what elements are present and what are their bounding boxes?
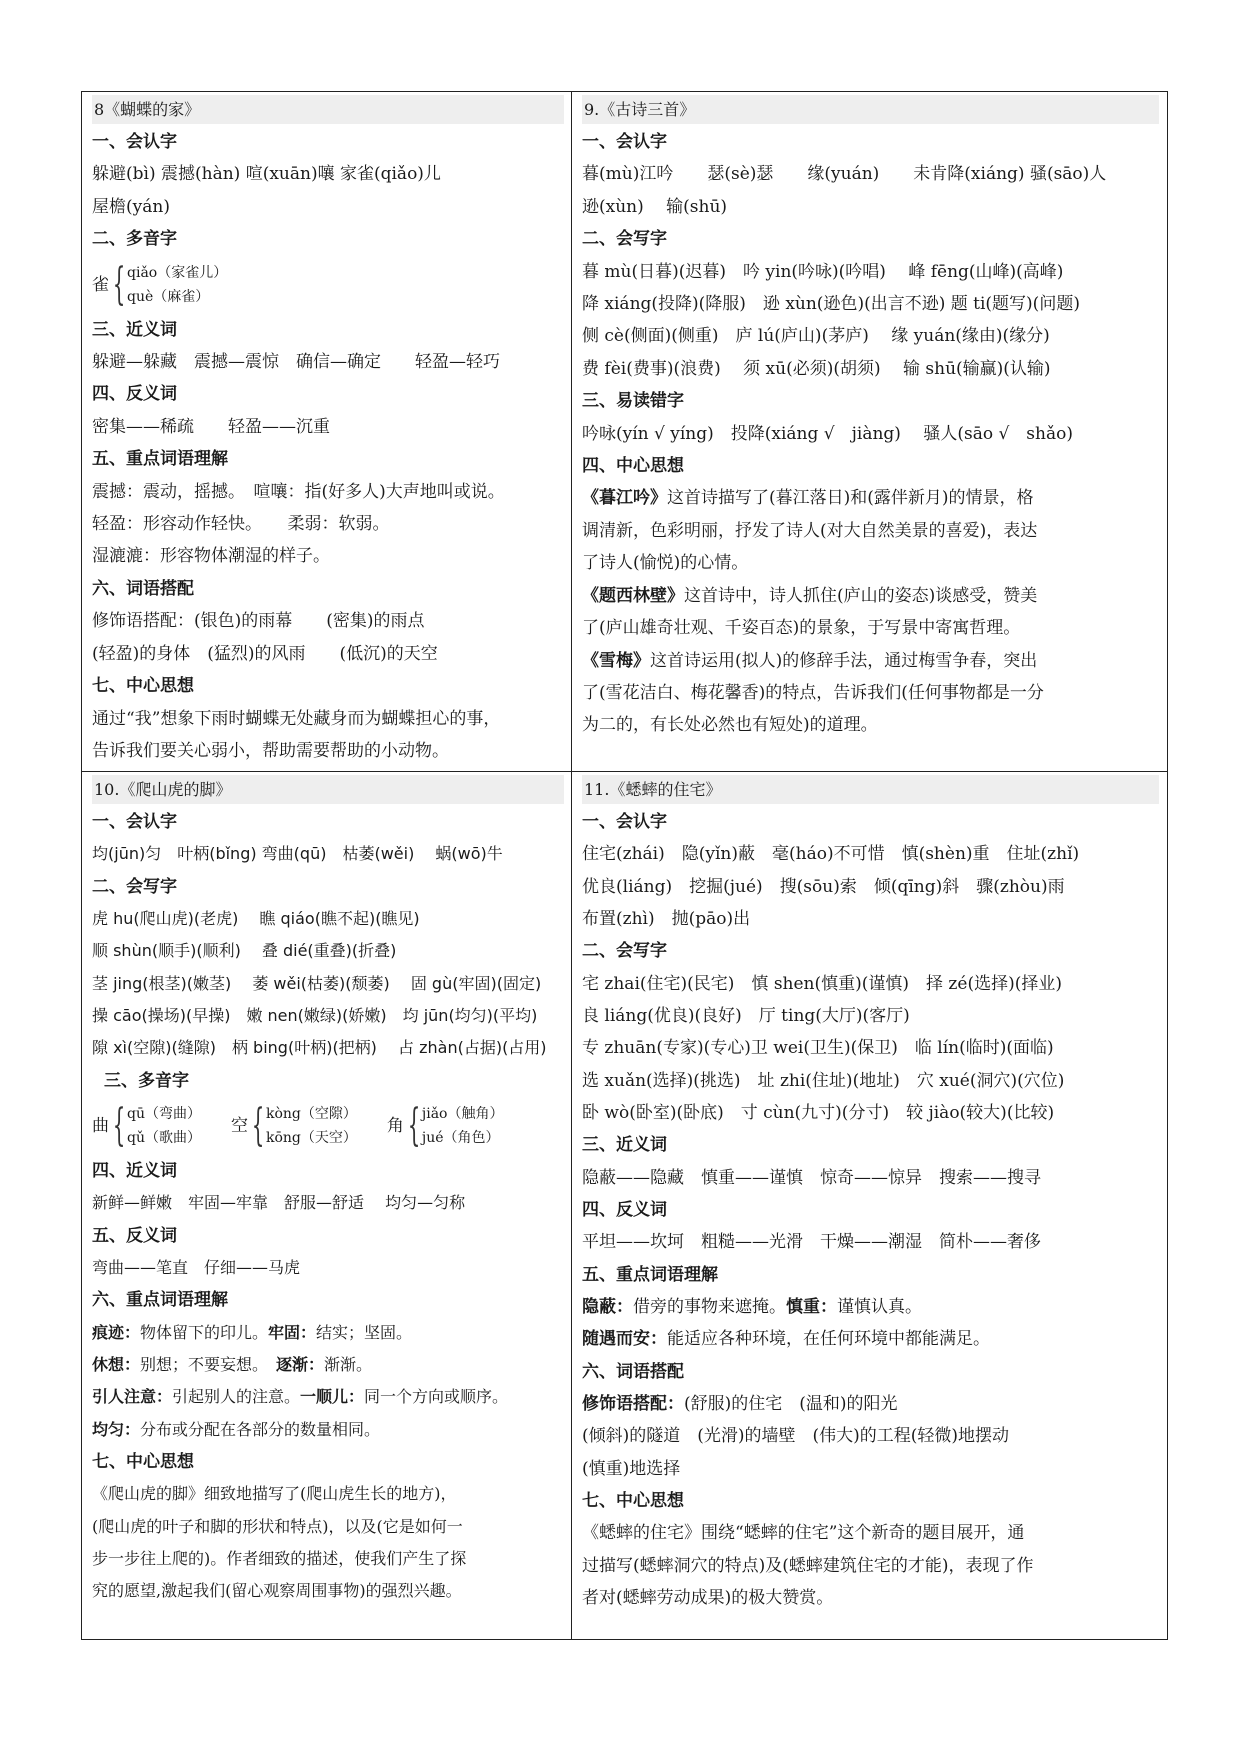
text-line: 调清新，色彩明丽，抒发了诗人(对大自然美景的喜爱)，表达 — [582, 520, 1038, 541]
section-heading: 二、会写字 — [92, 876, 177, 897]
polyphone-readings — [266, 1102, 357, 1150]
polyphone-item — [92, 258, 228, 310]
section-heading: 三、多音字 — [104, 1070, 189, 1091]
text-line: 者对(蟋蟀劳动成果)的极大赞赏。 — [582, 1587, 834, 1608]
text-line: 选 xuǎn(选择)(挑选) 址 zhi(住址)(地址) 穴 xué(洞穴)(穴位) — [582, 1070, 1065, 1091]
brace-symbol: { — [112, 1100, 126, 1151]
reading: qǔ（歌曲） — [127, 1130, 201, 1146]
text-line: 顺 shùn(顺手)(顺利) 叠 dié(重叠)(折叠) — [92, 941, 397, 961]
text-line: 《爬山虎的脚》细致地描写了(爬山虎生长的地方)， — [92, 1484, 457, 1504]
text: 这首诗中，诗人抓住(庐山的姿态)谈感受，赞美 — [684, 585, 1038, 606]
definition: 借旁的事物来遮掩。 — [633, 1297, 786, 1317]
text-line — [92, 1317, 565, 1349]
text-line: (慎重)地选择 — [582, 1458, 681, 1479]
lesson-11-cell — [572, 772, 1169, 1641]
polyphone-char: 空 — [230, 1116, 248, 1136]
section-heading: 七、中心思想 — [92, 1452, 194, 1472]
text-line — [582, 1323, 1163, 1355]
text-line: 操 cāo(操场)(早操) 嫩 nen(嫩绿)(娇嫩) 均 jūn(均匀)(平均) — [92, 1006, 538, 1025]
term: 逐渐： — [276, 1355, 325, 1375]
lesson-title: 10.《爬山虎的脚》 — [92, 775, 564, 804]
text-line — [92, 1381, 565, 1413]
definition: 引起别人的注意。 — [172, 1387, 301, 1407]
section-heading: 三、近义词 — [92, 319, 177, 340]
text: (舒服)的住宅 (温和)的阳光 — [684, 1394, 898, 1414]
text-line: 暮 mù(日暮)(迟暮) 吟 yin(吟咏)(吟唱) 峰 fēng(山峰)(高峰) — [582, 261, 1064, 282]
text-line: 优良(liáng) 挖掘(jué) 搜(sōu)索 倾(qīng)斜 骤(zhòu)雨 — [582, 876, 1065, 897]
lesson-8-cell — [82, 92, 571, 771]
text-line: 侧 cè(侧面)(侧重) 庐 lú(庐山)(茅庐) 缘 yuán(缘由)(缘分) — [582, 326, 1050, 347]
reading: qū（弯曲） — [127, 1106, 201, 1122]
text-line: 了(雪花洁白、梅花馨香)的特点，告诉我们(任何事物都是一分 — [582, 682, 1044, 703]
section-heading: 七、中心思想 — [92, 676, 194, 697]
term: 慎重： — [786, 1297, 837, 1317]
section-heading: 一、会认字 — [582, 132, 667, 152]
section-heading: 六、词语搭配 — [92, 578, 194, 599]
term: 痕迹： — [92, 1322, 141, 1342]
text-line: 宅 zhai(住宅)(民宅) 慎 shen(慎重)(谨慎) 择 zé(选择)(择业) — [582, 973, 1062, 994]
text-line: 隙 xì(空隙)(缝隙) 柄 bing(叶柄)(把柄) 占 zhàn(占据)(占用) — [92, 1038, 547, 1058]
text-line: 布置(zhì) 抛(pāo)出 — [582, 909, 751, 929]
text-line: 躲避—躲藏 震撼—震惊 确信—确定 轻盈—轻巧 — [92, 352, 500, 373]
polyphone-item — [387, 1102, 504, 1150]
text-line: 吟咏(yín √ yíng) 投降(xiáng √ jiàng) 骚人(sāo √ shǎo) — [582, 423, 1073, 444]
definition: 结实；坚固。 — [316, 1322, 413, 1342]
text-line: (轻盈)的身体 (猛烈)的风雨 (低沉)的天空 — [92, 643, 438, 664]
section-heading: 五、重点词语理解 — [92, 449, 228, 470]
text-line: 了诗人(愉悦)的心情。 — [582, 553, 749, 574]
polyphone-item — [231, 1102, 357, 1150]
poem-title: 《暮江吟》 — [582, 488, 667, 509]
polyphone-readings — [422, 1102, 504, 1150]
reading: què（麻雀） — [127, 288, 210, 305]
section-heading: 三、近义词 — [582, 1135, 667, 1156]
lesson-title: 8《蝴蝶的家》 — [92, 95, 564, 124]
text-line: 告诉我们要关心弱小，帮助需要帮助的小动物。 — [92, 740, 449, 761]
polyphone-char: 角 — [386, 1116, 404, 1136]
text-line: 隐蔽——隐藏 慎重——谨慎 惊奇——惊异 搜索——搜寻 — [582, 1167, 1041, 1188]
text-line: 茎 jing(根茎)(嫩茎) 萎 wěi(枯萎)(颓萎) 固 gù(牢固)(固定) — [92, 973, 542, 993]
section-heading: 五、重点词语理解 — [582, 1264, 718, 1285]
section-heading: 四、近义词 — [92, 1161, 177, 1181]
text-line: 平坦——坎坷 粗糙——光滑 干燥——潮湿 简朴——奢侈 — [582, 1232, 1041, 1253]
term: 修饰语搭配： — [582, 1394, 684, 1414]
text-line: 躲避(bì) 震撼(hàn) 喧(xuān)嚷 家雀(qiǎo)儿 — [92, 164, 441, 185]
term: 随遇而安： — [582, 1329, 667, 1350]
text-line: 过描写(蟋蟀洞穴的特点)及(蟋蟀建筑住宅的才能)，表现了作 — [582, 1555, 1034, 1576]
text-line — [582, 1291, 1163, 1323]
text-line: 费 fèi(费事)(浪费) 须 xū(必须)(胡须) 输 shū(输赢)(认输) — [582, 358, 1051, 379]
text-line: 震撼：震动，摇撼。 喧嚷：指(好多人)大声地叫或说。 — [92, 481, 505, 502]
text-line: 轻盈：形容动作轻快。 柔弱：软弱。 — [92, 514, 390, 535]
section-heading: 四、反义词 — [92, 384, 177, 405]
text-line — [582, 645, 1163, 677]
poem-title: 《题西林壁》 — [582, 585, 684, 606]
term: 牢固： — [268, 1322, 317, 1342]
text-line: 步一步往上爬的)。作者细致的描述，使我们产生了探 — [92, 1549, 467, 1568]
definition: 渐渐。 — [324, 1355, 373, 1375]
text-line: 暮(mù)江吟 瑟(sè)瑟 缘(yuán) 未肯降(xiáng) 骚(sāo)人 — [582, 164, 1107, 185]
section-heading: 三、易读错字 — [582, 391, 684, 412]
text: 这首诗运用(拟人)的修辞手法，通过梅雪争春，突出 — [650, 650, 1038, 671]
text-line: 通过“我”想象下雨时蝴蝶无处藏身而为蝴蝶担心的事， — [92, 708, 501, 729]
section-heading: 六、词语搭配 — [582, 1361, 684, 1382]
section-heading: 四、反义词 — [582, 1199, 667, 1220]
lesson-title: 11.《蟋蟀的住宅》 — [582, 775, 1159, 804]
text-line: 虎 hu(爬山虎)(老虎) 瞧 qiáo(瞧不起)(瞧见) — [92, 909, 420, 929]
polyphone-char: 曲 — [92, 1116, 109, 1136]
section-heading: 四、中心思想 — [582, 456, 684, 477]
text-line: 湿漉漉：形容物体潮湿的样子。 — [92, 546, 330, 567]
term: 休想： — [92, 1355, 141, 1375]
section-heading: 一、会认字 — [92, 812, 177, 832]
text-line: 了(庐山雄奇壮观、千姿百态)的景象，于写景中寄寓哲理。 — [582, 618, 1021, 639]
text-line: 住宅(zhái) 隐(yǐn)蔽 毫(háo)不可惜 慎(shèn)重 住址(zhǐ) — [582, 844, 1080, 865]
definition: 物体留下的印儿。 — [140, 1322, 269, 1342]
text-line — [92, 1414, 565, 1446]
polyphone-readings — [127, 261, 227, 309]
reading: kōng（天空） — [265, 1130, 357, 1146]
reading: qiǎo（家雀儿） — [127, 264, 228, 281]
reading: jué（角色） — [421, 1130, 500, 1146]
text-line: 降 xiáng(投降)(降服) 逊 xùn(逊色)(出言不逊) 题 ti(题写)(问题) — [582, 294, 1080, 315]
section-heading: 七、中心思想 — [582, 1490, 684, 1511]
polyphone-readings — [127, 1102, 201, 1150]
text-line: 修饰语搭配：(银色)的雨幕 (密集)的雨点 — [92, 611, 425, 632]
text-line: 新鲜—鲜嫩 牢固—牢靠 舒服—舒适 均匀—匀称 — [92, 1193, 466, 1213]
brace-symbol: { — [112, 258, 126, 310]
text: 这首诗描写了(暮江落日)和(露伴新月)的情景，格 — [667, 488, 1034, 509]
term: 隐蔽： — [582, 1297, 633, 1317]
text-line: 弯曲——笔直 仔细——马虎 — [92, 1258, 301, 1278]
lesson-9-cell — [572, 92, 1169, 771]
text-line: 卧 wò(卧室)(卧底) 寸 cùn(九寸)(分寸) 较 jiào(较大)(比较) — [582, 1102, 1055, 1123]
term: 均匀： — [92, 1419, 141, 1439]
notes-table — [81, 91, 1168, 1640]
polyphone-group — [92, 256, 565, 314]
polyphone-item — [92, 1102, 201, 1150]
term: 一顺儿： — [300, 1387, 365, 1407]
text-line: 《蟋蟀的住宅》围绕“蟋蟀的住宅”这个新奇的题目展开，通 — [582, 1523, 1025, 1544]
polyphone-group — [92, 1097, 565, 1155]
section-heading: 二、多音字 — [92, 229, 177, 250]
text-line: 究的愿望,激起我们(留心观察周围事物)的强烈兴趣。 — [92, 1581, 462, 1601]
text-line: 逊(xùn) 输(shū) — [582, 196, 728, 217]
definition: 分布或分配在各部分的数量相同。 — [140, 1419, 381, 1439]
section-heading: 六、重点词语理解 — [92, 1290, 228, 1311]
definition: 别想；不要妄想。 — [140, 1355, 277, 1375]
section-heading: 一、会认字 — [92, 132, 177, 152]
lesson-10-cell — [82, 772, 571, 1641]
text-line: (爬山虎的叶子和脚的形状和特点)，以及(它是如何一 — [92, 1516, 463, 1536]
lesson-title: 9.《古诗三首》 — [582, 95, 1159, 124]
text-line: 专 zhuān(专家)(专心)卫 wei(卫生)(保卫) 临 lín(临时)(面临) — [582, 1038, 1054, 1059]
text-line: 良 liáng(优良)(良好) 厅 ting(大厅)(客厅) — [582, 1006, 910, 1026]
polyphone-char: 雀 — [92, 274, 109, 295]
section-heading: 五、反义词 — [92, 1225, 177, 1246]
poem-title: 《雪梅》 — [582, 650, 650, 671]
text-line: (倾斜)的隧道 (光滑)的墙壁 (伟大)的工程(轻微)地摆动 — [582, 1426, 1010, 1447]
reading: jiǎo（触角） — [421, 1106, 504, 1122]
text-line: 屋檐(yán) — [92, 196, 170, 217]
text-line — [582, 482, 1163, 514]
section-heading: 二、会写字 — [582, 229, 667, 250]
term: 引人注意： — [92, 1387, 173, 1407]
section-heading: 一、会认字 — [582, 812, 667, 832]
reading: kòng（空隙） — [265, 1106, 357, 1122]
brace-symbol: { — [251, 1100, 265, 1151]
text-line: 均(jūn)匀 叶柄(bǐng) 弯曲(qū) 枯萎(wěi) 蜗(wō)牛 — [92, 844, 503, 864]
section-heading: 二、会写字 — [582, 941, 667, 962]
definition: 同一个方向或顺序。 — [364, 1387, 509, 1407]
text-line: 为二的，有长处必然也有短处)的道理。 — [582, 715, 878, 736]
definition: 谨慎认真。 — [837, 1297, 922, 1317]
definition: 能适应各种环境，在任何环境中都能满足。 — [667, 1329, 990, 1350]
text-line — [582, 1388, 1163, 1420]
brace-symbol: { — [407, 1100, 421, 1151]
text-line: 密集——稀疏 轻盈——沉重 — [92, 416, 330, 437]
text-line — [92, 1349, 565, 1381]
text-line — [582, 580, 1163, 612]
